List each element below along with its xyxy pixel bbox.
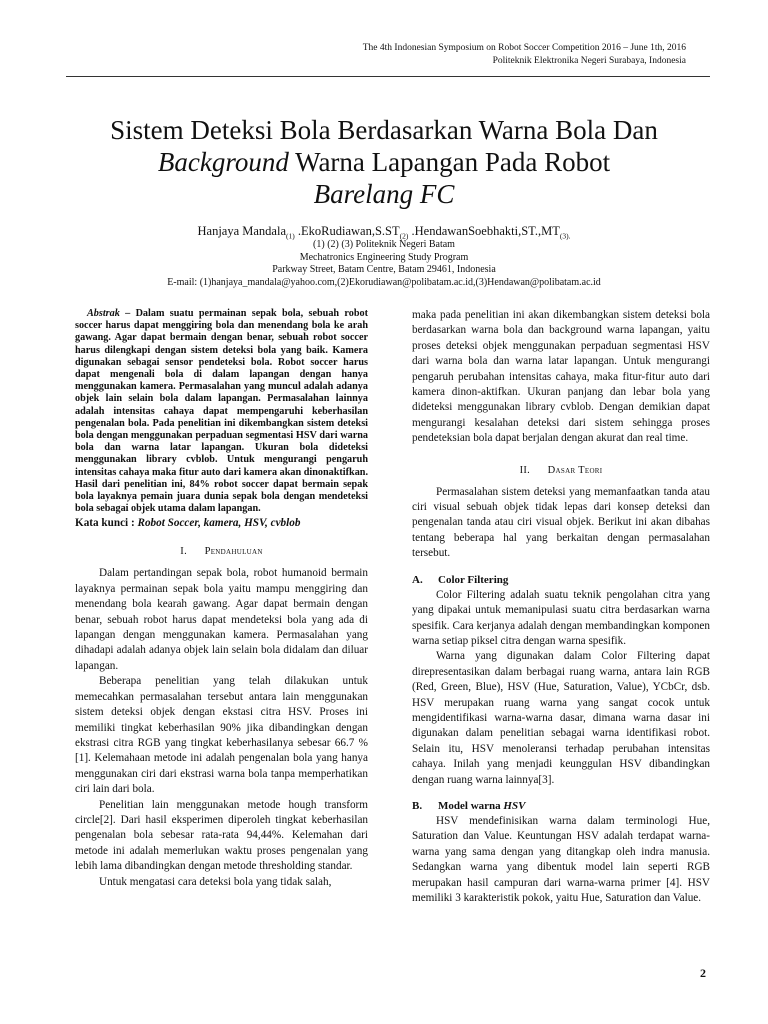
section-2-title: Dasar Teori: [547, 464, 603, 476]
hsv-model-paragraph: HSV mendefinisikan warna dalam terminologi Hue, Saturation dan Value. Keuntungan HSV adalah terdapat warna-warna yang sama dengan yang ditangkap oleh indra manusia. Sedangkan warna yang dibentuk model lain seperti RGB merupakan hasil campuran dari warna-warna primer [4]. HSV memiliki 3 karakteristik pokok, yaitu Hue, Saturation dan Value.: [412, 814, 710, 904]
title-line-2-rest: Warna Lapangan Pada Robot: [288, 147, 611, 177]
author-3: .HendawanSoebhakti,ST.,MT: [408, 224, 560, 238]
abstract: [75, 308, 368, 515]
author-1-mark: (1): [286, 231, 295, 241]
title-italic-team: Barelang FC: [313, 179, 455, 209]
intro-paragraph-4: Untuk mengatasi cara deteksi bola yang tidak salah,: [99, 875, 332, 888]
author-3-mark: (3).: [559, 231, 571, 241]
author-1: Hanjaya Mandala: [197, 224, 287, 238]
theory-intro: Permasalahan sistem deteksi yang memanfaatkan tanda atau ciri visual sebuah objek tidak lepas dari konsep deteksi dan pengenalan tanda atau ciri visual objek. Berikut ini akan dibahas tentang beberapa hal yang berkaitan dengan permasalahan tersebut.: [412, 485, 710, 560]
title-line-1: Sistem Deteksi Bola Berdasarkan Warna Bola Dan: [110, 115, 658, 145]
subsection-b-num: B.: [412, 799, 423, 812]
subsection-a-title: Color Filtering: [438, 573, 509, 586]
intro-paragraph-3: Penelitian lain menggunakan metode hough transform circle[2]. Dari hasil eksperimen diperoleh tingkat keberhasilan pengenalan bola sebesar rata-rata 94,44%. Kelemahan dari metode ini adalah memerlukan waktu proses pengenalan yang lebih lama dibandingkan dengan metode thresholding standar.: [75, 798, 368, 873]
paper-title: [40, 114, 728, 210]
color-filtering-paragraph-2: Warna yang digunakan dalam Color Filtering dapat direpresentasikan dalam berbagai ruang warna, antara lain RGB (Red, Green, Blue), HSV (Hue, Saturation, Value), YCbCr, dsb. HSV merupakan ruang warna yang sangat cocok untuk mengidentifikasi warna-warna dasar, dimana warna dasar ini digunakan dalam penelitian sebagai warna identifikasi robot. Selain itu, HSV menoleransi terhadap perubahan intensitas cahaya. Inilah yang menjadi keunggulan HSV dibandingkan dengan ruang warna lainnya[3].: [412, 650, 710, 786]
abstract-text: – Dalam suatu permainan sepak bola, sebuah robot soccer harus dapat menggiring bola dan menendang bola ke arah gawang. Agar dapat bermain dengan benar, sebuah robot soccer harus dilengkapi dengan sistem deteksi bola yang baik. Kamera digunakan sebagai sensor pendeteksi bola. Robot soccer harus dapat mengenali bola di dalam lapangan dengan hanya menggunakan kamera. Permasalahan yang muncul adalah adanya objek lain selain bola dalam lapangan. Permasalahan lainnya adalah intensitas cahaya dapat mempengaruhi keberhasilan pengenalan bola. Pada penelitian ini dikembangkan sistem deteksi bola dengan menggunakan perpaduan segmentasi HSV dari warna bola dan warna latar lapangan. Ukuran bola dideteksi menggunakan library cvblob. Untuk mengurangi pengaruh intensitas cahaya maka fitur auto dari kamera akan dinonaktifkan. Hasil dari penelitian ini, 84% robot soccer dapat bermain sepak bola layaknya pemain juara dunia sepak bola dengan mendeteksi bola sebagai objek utama dalam lapangan.: [75, 308, 368, 515]
conference-venue: Politeknik Elektronika Negeri Surabaya, Indonesia: [492, 56, 686, 66]
abstract-label: Abstrak: [87, 308, 120, 319]
affiliation-program: Mechatronics Engineering Study Program: [299, 251, 469, 263]
title-italic-background: Background: [157, 147, 289, 177]
affiliation-email: E-mail: (1)hanjaya_mandala@yahoo.com,(2)Ekorudiawan@polibatam.ac.id,(3)Hendawan@polibatam.ac.id: [167, 276, 601, 288]
keywords: [75, 516, 368, 530]
affiliation-institution: (1) (2) (3) Politeknik Negeri Batam: [313, 239, 455, 250]
subsection-b-title-italic: HSV: [503, 799, 526, 812]
section-2-numeral: II.: [519, 464, 531, 476]
author-2: .EkoRudiawan,S.ST: [294, 224, 400, 238]
intro-paragraph-1: Dalam pertandingan sepak bola, robot humanoid bermain layaknya permainan sepak bola yaitu mampu menggiring dan menendang bola kearah gawang. Agar dapat bermain dengan benar, sebuah robot harus dapat mendeteksi bola yang ada di lapangan dengan menggunakan kamera. Permasalahan yang dihadapi adalah adanya objek lain selain bola didalam dan diluar lapangan.: [75, 567, 368, 672]
author-2-mark: (2): [399, 231, 409, 241]
section-2-heading: [412, 465, 710, 476]
keywords-text: Robot Soccer, kamera, HSV, cvblob: [137, 517, 301, 530]
header-divider: [66, 76, 710, 77]
section-1-title: Pendahuluan: [204, 546, 263, 558]
page-number: 2: [700, 966, 706, 980]
affiliation-block: [40, 239, 728, 289]
section-1-heading: [75, 546, 368, 557]
subsection-a-num: A.: [412, 573, 423, 586]
section-1-numeral: I.: [180, 546, 188, 558]
affiliation-address: Parkway Street, Batam Centre, Batam 29461, Indonesia: [272, 264, 496, 275]
intro-continuation: maka pada penelitian ini akan dikembangkan sistem deteksi bola berdasarkan warna bola dan background warna lapangan, yaitu proses deteksi objek menggunakan perpaduan segmentasi HSV dari warna bola dan warna latar lapangan. Untuk mengurangi pengaruh perubahan intensitas cahaya, maka fitur-fitur auto dari kamera dinon-aktifkan. Ukuran panjang dan lebar bola yang dideteksi menggunakan library cvblob. Dengan demikian dapat mengurangi kesalahan deteksi dari sistem sehingga proses pendeteksian bola dapat berjalan dengan akurat dan real time.: [412, 309, 710, 445]
conference-header: [363, 42, 686, 68]
intro-paragraph-2: Beberapa penelitian yang telah dilakukan untuk memecahkan permasalahan tersebut antara lain menggunakan sistem deteksi objek dengan ekstasi citra HSV. Proses ini memiliki tingkat keberhasilan 90% jika dibandingkan dengan ekstrasi citra RGB yang tingkat keberhasilanya sebesar 66.7 % [1]. Kelemahaan metode ini adalah pengenalan bola yang hanya menggunakan ciri dari ekstrasi warna bola tanpa memperhatikan ciri lain dari bola.: [75, 675, 368, 796]
left-column: [75, 308, 368, 890]
subsection-b-heading: [412, 800, 710, 812]
subsection-b-title: Model warna: [438, 799, 504, 812]
keywords-label: Kata kunci :: [75, 517, 138, 530]
color-filtering-paragraph-1: Color Filtering adalah suatu teknik pengolahan citra yang yang dipakai untuk memanipulasi suatu citra berdasarkan warna spesifik. Cara kerjanya adalah dengan membandingkan komponen warna setiap piksel citra dengan warna spesifik.: [412, 588, 710, 647]
conference-name: The 4th Indonesian Symposium on Robot Soccer Competition 2016 – June 1th, 2016: [362, 43, 686, 53]
subsection-a-heading: [412, 574, 710, 586]
right-column: [412, 308, 710, 906]
